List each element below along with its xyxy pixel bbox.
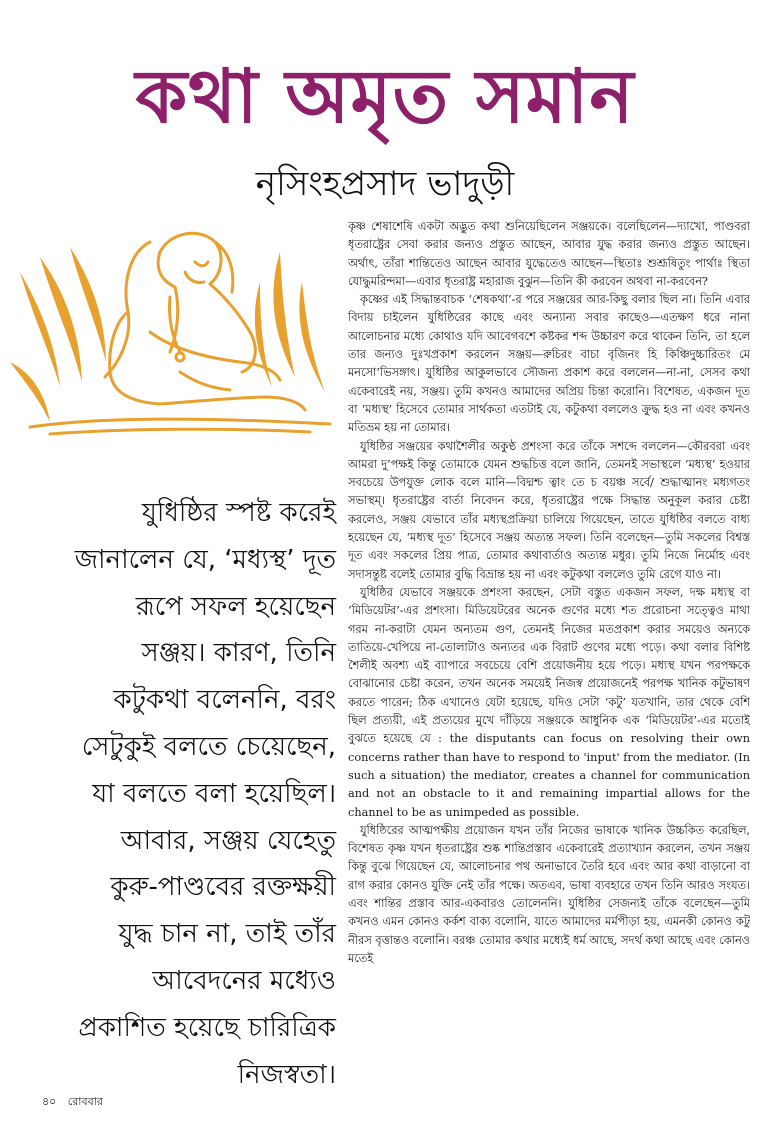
article-paragraph: যুধিষ্ঠির সঞ্জয়ের কথাশৈলীর অকুণ্ঠ প্রশংসা করে তাঁকে সশব্দে বললেন—কৌরবরা এবং আমরা দু’পক্ষই কিন্তু তোমাকে যেমন শুদ্ধচিত্ত বলে জানি, তেমনই সভাস্থলে ‘মধ্যস্থ’ হওয়ার সবচেয়ে উপযুক্ত লোক বলে মানি—বিদ্মশ্চ ত্বাং তে চ বয়ঞ্চ সর্বে/ শুদ্ধাত্মানং মধ্যগতং সভাস্থম্। ধৃতরাষ্ট্রের বার্তা নিবেদন করে, ধৃতরাষ্ট্রের পক্ষে সিদ্ধান্ত অনুকূল করার চেষ্টা করলেও, সঞ্জয় যেভাবে তাঁর মধ্যস্থপ্রক্রিয়া চালিয়ে গিয়েছেন, তাতে যুধিষ্ঠির বলতে বাধ্য হয়েছেন যে, ‘মধ্যস্থ দূত’ হিসেবে সঞ্জয় অত্যন্ত সফল। তিনি বলেছেন—তুমি সকলের বিশ্বস্ত দূত এবং সকলের প্রিয় পাত্র, তোমার কথাবার্তাও অত্যন্ত মধুর। তুমি নিজে নির্মোহ এবং সদাসন্তুষ্ট বলেই তোমার বুদ্ধি বিভ্রান্ত হয় না এবং কটুকথা বললেও তুমি রেগে যাও না। (348, 439, 750, 581)
author-name: নৃসিংহপ্রসাদ ভাদুড়ী (255, 164, 515, 204)
article-paragraph: যুধিষ্ঠির যেভাবে সঞ্জয়কে প্রশংসা করছেন, সেটা বস্তুত একজন সফল, দক্ষ মধ্যস্থ বা ‘মিডিয়েটর’-এর প্রশংসা। মিডিয়েটরের অনেক গুণের মধ্যে শত প্ররোচনা সত্ত্বেও মাথা গরম না-করাটা যেমন অন্যতম গুণ, তেমনই নিজের মতপ্রকাশ করার সময়েও অন্যকে তাতিয়ে-খেপিয়ে না-তোলাটাও অন্যতর এক বিরাট গুণের মধ্যে পড়ে। কথা বলার বিশিষ্ট শৈলীই অবশ্য এই ব্যাপারে সবচেয়ে বেশি প্রয়োজনীয় হয়ে পড়ে। মধ্যস্থ যখন পরপক্ষকে বোঝানোর চেষ্টা করেন, তখন অনেক সময়েই নিজস্ব প্রয়োজনেই পরপক্ষ খানিক কটুভাষণ করতে পারেন; ঠিক এখানেও যেটা হয়েছে, যদিও সেটা ‘কটু’ যতখানি, তার থেকে বেশি ছিল প্রত্যয়ী, এই প্রত্যয়ের মুখে দাঁড়িয়ে সঞ্জয়কে আধুনিক এক ‘মিডিয়েটর’-এর মতোই বুঝতে হয়েছে যে : the disputants can focus on resolving their own concerns rather than have to respond to 'input' from the mediator. (In such a situation) the mediator, creates a channel for communication and not an obstacle to it and remaining impartial allows for the channel to be as unimpeded as possible. (348, 585, 750, 819)
page-number: ৪০ (42, 1095, 57, 1108)
pull-quote: যুধিষ্ঠির স্পষ্ট করেই জানালেন যে, ‘মধ্যস্থ’ দূত রূপে সফল হয়েছেন সঞ্জয়। কারণ, তিনি কটুকথা বলেননি, বরং সেটুকুই বলতে চেয়েছেন, যা বলতে বলা হয়েছিল। আবার, সঞ্জয় যেহেতু কুরু-পাণ্ডবের রক্তক্ষয়ী যুদ্ধ চান না, তাই তাঁর আবেদনের মধ্যেও প্রকাশিত হয়েছে চারিত্রিক নিজস্বতা। (74, 498, 336, 1090)
article-paragraph: কৃষ্ণের এই সিদ্ধান্তবাচক ‘শেষকথা’-র পরে সঞ্জয়ের আর-কিছু বলার ছিল না। তিনি এবার বিদায় চাইলেন যুধিষ্ঠিরের কাছে এবং অন্যান্য সবার কাছেও—এতক্ষণ ধরে নানা আলোচনার মধ্যে কোথাও যদি আবেগবশে কষ্টকর শব্দ উচ্চারণ করে থাকেন তিনি, তা হলে তার জন্যও দুঃখপ্রকাশ করলেন সঞ্জয়—রুচিরং বাচা বৃজিনং হি কিঞ্চিদুচ্চারিতং মে মনসো’ভিসঙ্গাৎ। যুধিষ্ঠির আকুলভাবে সৌজন্য প্রকাশ করে বললেন—না-না, সেসব কথা একেবারেই নয়, সঞ্জয়। তুমি কখনও আমাদের অপ্রিয় চিন্তা করোনি। বিশেষত, একজন দূত বা ‘মধ্যস্থ’ হিসেবে তোমার সার্থকতা এতটাই যে, কটুকথা বললেও ক্রুদ্ধ হও না এবং কখনও মতিভ্রম হয় না তোমার। (348, 293, 750, 435)
page-footer (42, 1093, 111, 1112)
page-title: কথা অমৃত সমান (135, 54, 635, 140)
publication-name: রোববার (67, 1095, 103, 1108)
article-body (348, 218, 750, 1038)
article-paragraph: কৃষ্ণ শেষাশেষি একটা অদ্ভুত কথা শুনিয়েছিলেন সঞ্জয়কে। বলেছিলেন—দ্যাখো, পাণ্ডবরা ধৃতরাষ্ট্রের সেবা করার জন্যও প্রস্তুত আছেন, আবার যুদ্ধ করার জন্যও প্রস্তুত আছেন। অর্থাৎ, তাঁরা শান্তিতেও আছেন আবার যুদ্ধেতেও আছেন—স্থিতাঃ শুশ্রূষিতুং পার্থাঃ স্থিতা যোদ্ধুমরিন্দমা—এবার ধৃতরাষ্ট্র মহারাজ বুঝুন—তিনি কী করবেন অথবা না-করবেন? (348, 220, 750, 288)
sage-illustration (10, 212, 340, 444)
article-paragraph: যুধিষ্ঠিরের আত্মপক্ষীয় প্রয়োজন যখন তাঁর নিজের ভাষাকে খানিক উচ্চকিত করেছিল, বিশেষত কৃষ্ণ যখন ধৃতরাষ্ট্রের শুষ্ক শান্তিপ্রস্তাব একেবারেই প্রত্যাখ্যান করলেন, তখন সঞ্জয় কিন্তু বুঝে গিয়েছেন যে, আলোচনার পথ অনাভাবে তৈরি হবে এবং আর কথা বাড়ানো বা রাগ করার কোনও যুক্তি নেই তাঁর পক্ষে। অতএব, ভাষা ব্যবহারে তখন তিনি আরও সংযত। এবং শান্তির প্রস্তাব আর-একবারও তোলেননি। যুধিষ্ঠির সেজন্যই তাঁকে বলেছেন—তুমি কখনও এমন কোনও কর্কশ বাক্য বলোনি, যাতে আমাদের মর্মপীড়া হয়, এমনকী কোনও কটু নীরস বৃত্তান্তও বলোনি। বরঞ্চ তোমার কথার মধ্যেই ধর্ম আছে, সদর্থ কথা আছে এবং কোনও মতেই (348, 823, 750, 965)
